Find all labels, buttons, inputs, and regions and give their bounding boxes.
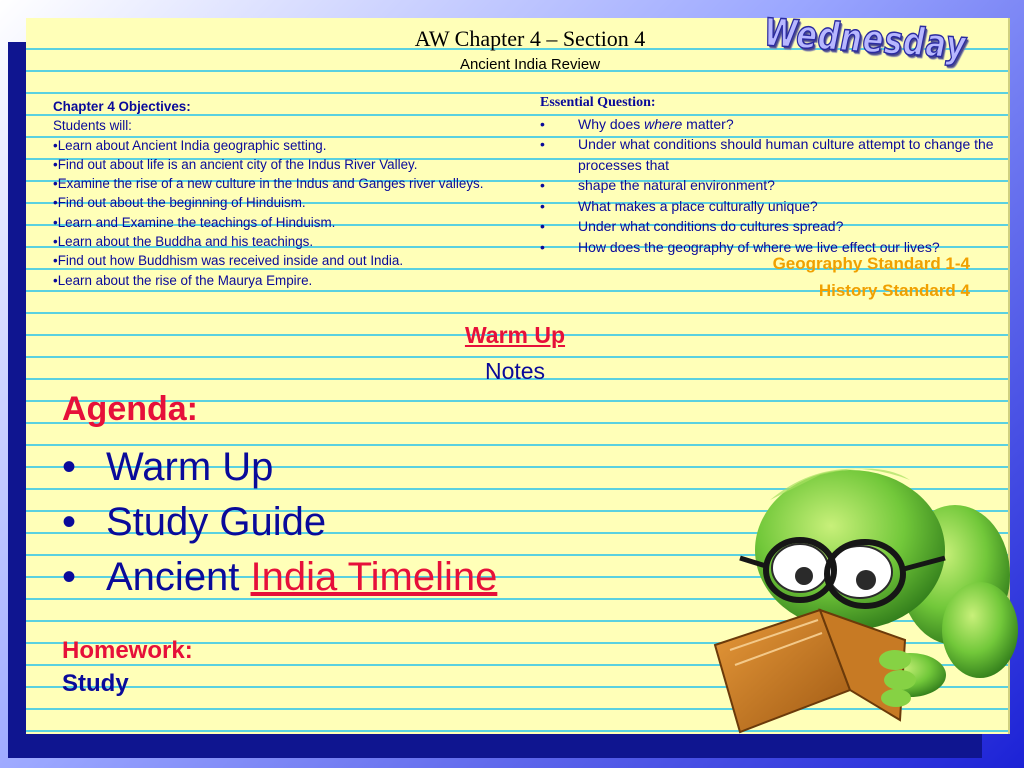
- india-timeline-link[interactable]: India Timeline: [250, 555, 498, 599]
- bullet: •: [540, 238, 545, 255]
- bullet: •: [540, 197, 545, 214]
- bullet: •: [540, 177, 545, 193]
- objectives-block: [53, 97, 513, 290]
- objective-item: •Find out how Buddhism was received inside and out India.: [53, 253, 404, 269]
- question-emphasis: where: [644, 115, 683, 132]
- bullet: •: [62, 500, 77, 544]
- objectives-intro: Students will:: [53, 118, 132, 134]
- bookworm-reading-icon: [700, 440, 1020, 740]
- homework-heading: Homework:: [62, 637, 193, 664]
- geography-standard: Geography Standard 1-4: [772, 254, 970, 273]
- essential-question-item: [540, 216, 1000, 237]
- history-standard: History Standard 4: [818, 281, 970, 300]
- bullet: •: [62, 555, 77, 599]
- agenda-item-label: Study Guide: [106, 500, 327, 544]
- question-text: Under what conditions do cultures spread?: [578, 218, 844, 234]
- page-title: AW Chapter 4 – Section 4: [414, 26, 646, 51]
- bullet: •: [540, 115, 545, 132]
- objective-item: •Learn about the Buddha and his teachings.: [53, 234, 314, 250]
- question-text: How does the geography of where we live effect our lives?: [578, 238, 940, 255]
- warm-up-link[interactable]: Warm Up: [464, 322, 566, 348]
- objectives-heading: Chapter 4 Objectives:: [53, 99, 191, 114]
- essential-question-block: [540, 93, 1000, 257]
- day-label: Wednesday: [763, 10, 968, 68]
- agenda-item-label: Warm Up: [106, 445, 274, 489]
- agenda-item: [62, 550, 497, 605]
- question-text: Why does: [578, 115, 645, 132]
- question-text: shape the natural environment?: [578, 177, 775, 193]
- warm-up-notes: Notes: [484, 358, 546, 384]
- homework-value: Study: [62, 670, 129, 697]
- agenda-item: [62, 495, 497, 550]
- essential-question-item: [540, 175, 1000, 196]
- essential-question-item: [540, 114, 1000, 135]
- page-subtitle: Ancient India Review: [459, 56, 601, 73]
- objective-item: •Find out about life is an ancient city of the Indus River Valley.: [53, 156, 418, 172]
- agenda-item: [62, 440, 497, 495]
- essential-question-heading: Essential Question:: [540, 95, 656, 110]
- essential-question-item: [540, 196, 1000, 217]
- question-text: What makes a place culturally unique?: [578, 197, 818, 214]
- essential-question-item: [540, 134, 1000, 175]
- objective-item: •Learn and Examine the teachings of Hinduism.: [53, 214, 336, 230]
- question-text: matter?: [682, 115, 734, 132]
- bullet: •: [540, 136, 545, 152]
- bullet: •: [62, 445, 77, 489]
- objective-item: •Learn about Ancient India geographic setting.: [53, 137, 327, 153]
- bullet: •: [540, 218, 545, 234]
- question-text: Under what conditions should human culture attempt to change the processes that: [578, 136, 994, 173]
- objective-item: •Examine the rise of a new culture in the Indus and Ganges river valleys.: [53, 176, 484, 192]
- standards-block: [620, 250, 970, 304]
- agenda-heading: Agenda:: [62, 390, 198, 428]
- objective-item: •Find out about the beginning of Hinduism.: [53, 195, 306, 211]
- agenda-item-label: Ancient: [106, 555, 251, 599]
- agenda-list: [62, 440, 497, 605]
- objective-item: •Learn about the rise of the Maurya Empire.: [53, 272, 313, 288]
